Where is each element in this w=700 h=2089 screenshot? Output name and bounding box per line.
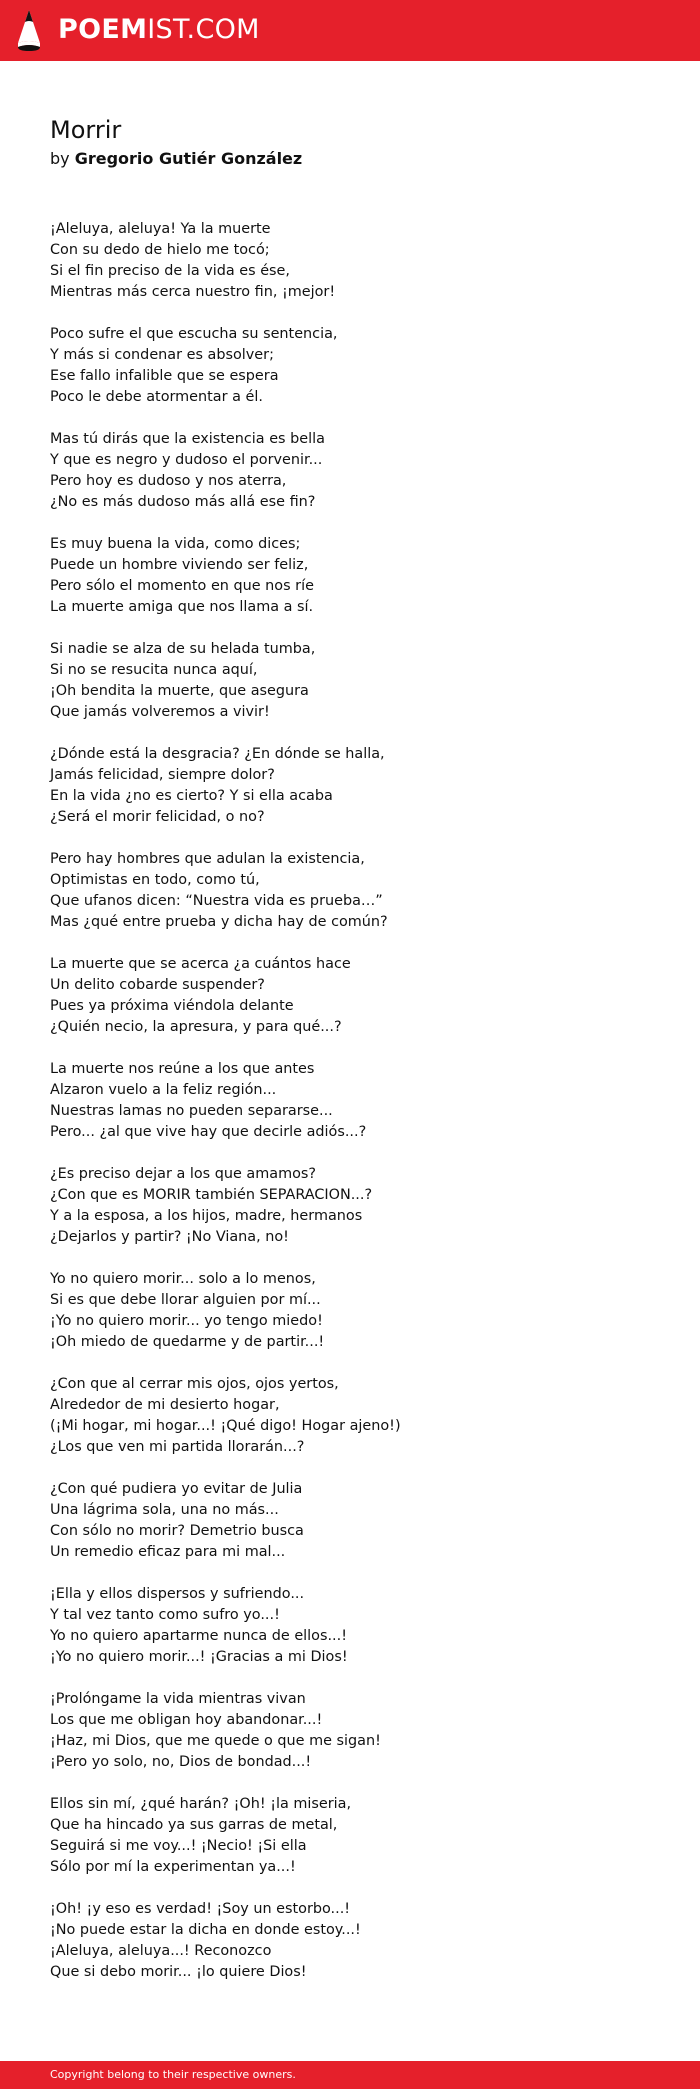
poem-line: En la vida ¿no es cierto? Y si ella acaba: [50, 788, 333, 804]
poem-stanza: [50, 1059, 401, 1143]
poem-line: ¿Es preciso dejar a los que amamos?: [50, 1166, 317, 1182]
poem-stanza: [50, 1164, 401, 1248]
author-name[interactable]: Gregorio Gutiér González: [74, 149, 303, 168]
site-logo[interactable]: [16, 9, 260, 51]
poem-line: Mientras más cerca nuestro fin, ¡mejor!: [50, 284, 336, 300]
poem-line: Yo no quiero apartarme nunca de ellos...!: [50, 1628, 347, 1644]
poem-line: Pero sólo el momento en que nos ríe: [50, 578, 314, 594]
poem-stanza: [50, 744, 401, 828]
poem-line: ¿Dónde está la desgracia? ¿En dónde se halla,: [50, 746, 385, 762]
poem-line: ¡No puede estar la dicha en donde estoy...!: [50, 1922, 361, 1938]
poem-line: La muerte amiga que nos llama a sí.: [50, 599, 314, 615]
poem-stanza: [50, 1269, 401, 1353]
poem-header: [50, 113, 670, 171]
poem-line: La muerte que se acerca ¿a cuántos hace: [50, 956, 351, 972]
poem-line: ¿Con que es MORIR también SEPARACION...?: [50, 1187, 373, 1203]
poem-stanza: [50, 1374, 401, 1458]
poem-line: Con su dedo de hielo me tocó;: [50, 242, 270, 258]
poem-body: [50, 219, 401, 2004]
poem-line: ¿Con qué pudiera yo evitar de Julia: [50, 1481, 303, 1497]
poem-line: Si el fin preciso de la vida es ése,: [50, 263, 290, 279]
poem-line: ¡Aleluya, aleluya...! Reconozco: [50, 1943, 272, 1959]
poem-line: ¿No es más dudoso más allá ese fin?: [50, 494, 316, 510]
poem-line: ¡Aleluya, aleluya! Ya la muerte: [50, 221, 271, 237]
poem-line: Alzaron vuelo a la feliz región...: [50, 1082, 277, 1098]
poem-stanza: [50, 1584, 401, 1668]
poem-line: Mas ¿qué entre prueba y dicha hay de común?: [50, 914, 388, 930]
poem-line: ¡Yo no quiero morir... yo tengo miedo!: [50, 1313, 323, 1329]
poem-stanza: [50, 954, 401, 1038]
poem-line: Un remedio eficaz para mi mal...: [50, 1544, 286, 1560]
poem-line: ¡Oh! ¡y eso es verdad! ¡Soy un estorbo...!: [50, 1901, 351, 1917]
poem-line: Yo no quiero morir... solo a lo menos,: [50, 1271, 316, 1287]
poem-line: Alrededor de mi desierto hogar,: [50, 1397, 280, 1413]
poem-line: Que si debo morir... ¡lo quiere Dios!: [50, 1964, 307, 1980]
poem-title: Morrir: [50, 116, 122, 144]
poem-line: Si nadie se alza de su helada tumba,: [50, 641, 316, 657]
site-footer: [0, 2061, 700, 2089]
poem-line: (¡Mi hogar, mi hogar...! ¡Qué digo! Hogar ajeno!): [50, 1418, 401, 1434]
poem-stanza: [50, 534, 401, 618]
poem-stanza: [50, 1479, 401, 1563]
poem-stanza: [50, 639, 401, 723]
poem-stanza: [50, 1689, 401, 1773]
poem-line: ¿Quién necio, la apresura, y para qué...?: [50, 1019, 342, 1035]
poem-line: ¿Con que al cerrar mis ojos, ojos yertos,: [50, 1376, 339, 1392]
poem-line: Ellos sin mí, ¿qué harán? ¡Oh! ¡la miseria,: [50, 1796, 352, 1812]
poem-line: Pero hay hombres que adulan la existencia,: [50, 851, 365, 867]
poem-line: Que jamás volveremos a vivir!: [50, 704, 270, 720]
poem-line: Optimistas en todo, como tú,: [50, 872, 260, 888]
pencil-icon: [16, 9, 42, 51]
poem-line: Puede un hombre viviendo ser feliz,: [50, 557, 309, 573]
poem-line: Si es que debe llorar alguien por mí...: [50, 1292, 321, 1308]
poem-line: Los que me obligan hoy abandonar...!: [50, 1712, 323, 1728]
poem-stanza: [50, 1899, 401, 1983]
poem-line: La muerte nos reúne a los que antes: [50, 1061, 315, 1077]
poem-line: ¡Oh miedo de quedarme y de partir...!: [50, 1334, 325, 1350]
poem-line: Sólo por mí la experimentan ya...!: [50, 1859, 296, 1875]
poem-stanza: [50, 219, 401, 303]
site-header: [0, 0, 700, 61]
poem-line: ¡Prolóngame la vida mientras vivan: [50, 1691, 306, 1707]
poem-line: Pues ya próxima viéndola delante: [50, 998, 294, 1014]
poem-line: Seguirá si me voy...! ¡Necio! ¡Si ella: [50, 1838, 307, 1854]
poem-line: Y que es negro y dudoso el porvenir...: [50, 452, 323, 468]
logo-text-bold: POEM: [58, 14, 148, 45]
poem-line: Poco le debe atormentar a él.: [50, 389, 263, 405]
poem-line: Y a la esposa, a los hijos, madre, hermanos: [50, 1208, 363, 1224]
poem-line: Ese fallo infalible que se espera: [50, 368, 279, 384]
byline-label: by: [50, 149, 70, 168]
poem-line: Es muy buena la vida, como dices;: [50, 536, 301, 552]
poem-line: Con sólo no morir? Demetrio busca: [50, 1523, 304, 1539]
poem-line: ¿Los que ven mi partida llorarán...?: [50, 1439, 305, 1455]
poem-line: Una lágrima sola, una no más...: [50, 1502, 279, 1518]
poem-line: Nuestras lamas no pueden separarse...: [50, 1103, 333, 1119]
poem-stanza: [50, 1794, 401, 1878]
poem-line: ¡Ella y ellos dispersos y sufriendo...: [50, 1586, 305, 1602]
poem-line: ¡Haz, mi Dios, que me quede o que me sigan!: [50, 1733, 381, 1749]
poem-line: ¿Dejarlos y partir? ¡No Viana, no!: [50, 1229, 289, 1245]
poem-line: Y tal vez tanto como sufro yo...!: [50, 1607, 280, 1623]
poem-stanza: [50, 849, 401, 933]
poem-line: Poco sufre el que escucha su sentencia,: [50, 326, 338, 342]
poem-line: Jamás felicidad, siempre dolor?: [50, 767, 275, 783]
copyright-notice: Copyright belong to their respective owners.: [50, 2068, 296, 2081]
poem-line: Un delito cobarde suspender?: [50, 977, 265, 993]
poem-line: Y más si condenar es absolver;: [50, 347, 274, 363]
poem-line: Mas tú dirás que la existencia es bella: [50, 431, 325, 447]
byline: [50, 147, 670, 171]
poem-line: Si no se resucita nunca aquí,: [50, 662, 258, 678]
poem-line: ¡Oh bendita la muerte, que asegura: [50, 683, 309, 699]
poem-line: Que ha hincado ya sus garras de metal,: [50, 1817, 338, 1833]
poem-line: Que ufanos dicen: “Nuestra vida es prueba…”: [50, 893, 383, 909]
site-logo-text: [58, 9, 260, 51]
poem-line: ¿Será el morir felicidad, o no?: [50, 809, 265, 825]
poem-line: ¡Yo no quiero morir...! ¡Gracias a mi Dios!: [50, 1649, 348, 1665]
poem-stanza: [50, 429, 401, 513]
poem-line: Pero... ¿al que vive hay que decirle adiós...?: [50, 1124, 367, 1140]
poem-line: Pero hoy es dudoso y nos aterra,: [50, 473, 287, 489]
poem-stanza: [50, 324, 401, 408]
logo-text-light: IST.COM: [147, 14, 260, 45]
poem-line: ¡Pero yo solo, no, Dios de bondad...!: [50, 1754, 312, 1770]
